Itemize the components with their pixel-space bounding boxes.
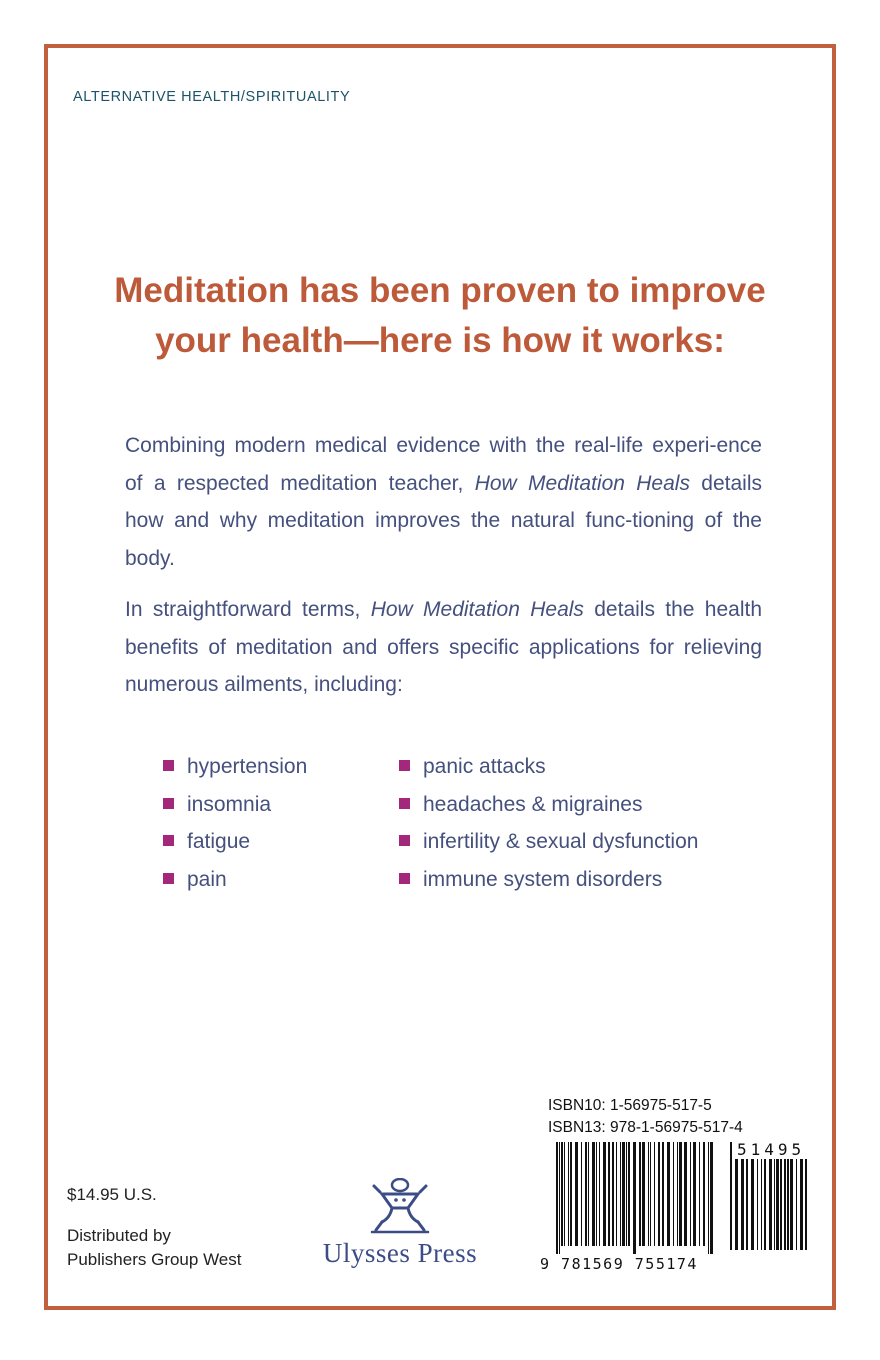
ailment-column-right: [399, 748, 698, 898]
description-paragraph-2: [125, 591, 762, 704]
barcode-bar: [561, 1142, 563, 1246]
ailment-label: insomnia: [187, 792, 272, 816]
barcode-bar: [592, 1142, 595, 1246]
square-bullet-icon: [163, 760, 174, 771]
list-item: [163, 861, 307, 899]
figure-logo-icon: [368, 1178, 432, 1236]
barcode-bar: [650, 1142, 651, 1246]
barcode-bar: [648, 1142, 649, 1246]
barcode-bar: [603, 1142, 606, 1246]
headline: [60, 266, 820, 366]
barcode-bar: [677, 1142, 678, 1246]
ean-barcode: [554, 1142, 714, 1254]
square-bullet-icon: [399, 760, 410, 771]
barcode-bar: [654, 1142, 655, 1246]
list-item: [399, 786, 698, 824]
square-bullet-icon: [163, 835, 174, 846]
ailment-label: pain: [187, 867, 227, 891]
publisher-logo: [300, 1178, 500, 1269]
paragraph-2-text-start: In straightforward terms,: [125, 598, 371, 621]
barcode-bar: [708, 1142, 709, 1254]
square-bullet-icon: [399, 798, 410, 809]
paragraph-1-text-end: details how and why meditation improves the natural func-tioning of the body.: [125, 471, 763, 570]
barcode-bar: [626, 1142, 627, 1246]
barcode-bar: [588, 1142, 589, 1246]
barcode-bar: [633, 1142, 636, 1254]
addon-barcode: [728, 1142, 810, 1258]
barcode-bar: [564, 1142, 565, 1246]
isbn-10: ISBN10: 1-56975-517-5: [548, 1097, 712, 1114]
barcode-bar: [662, 1142, 664, 1246]
distributor: [67, 1224, 241, 1272]
barcode-bar: [556, 1142, 558, 1254]
ailment-label: hypertension: [187, 755, 308, 778]
barcode-bar: [585, 1142, 587, 1246]
barcode-bar: [642, 1142, 645, 1246]
list-item: [163, 823, 307, 861]
ean-digits: 9 781569 755174: [540, 1255, 698, 1273]
ailment-label: infertility & sexual dysfunction: [423, 830, 699, 853]
barcode-bar: [599, 1142, 600, 1246]
barcode-bar: [710, 1142, 713, 1254]
list-item: [163, 748, 307, 786]
barcode-bar: [616, 1142, 617, 1246]
category-label: ALTERNATIVE HEALTH/SPIRITUALITY: [73, 89, 351, 105]
publisher-name: Ulysses Press: [322, 1238, 478, 1268]
barcode-bar: [679, 1142, 682, 1246]
list-item: [399, 861, 698, 899]
book-title: How Meditation Heals: [370, 598, 584, 621]
barcode-bar: [667, 1142, 670, 1246]
barcode-bar: [658, 1142, 660, 1246]
ailment-column-left: [163, 748, 307, 898]
square-bullet-icon: [163, 798, 174, 809]
barcode-bar: [684, 1142, 687, 1246]
barcode-bar: [690, 1142, 691, 1246]
barcode-bar: [628, 1142, 630, 1246]
list-item: [399, 748, 698, 786]
barcode-bar: [608, 1142, 610, 1246]
barcode-bar: [639, 1142, 641, 1246]
barcode-bar: [581, 1142, 582, 1246]
barcode-bar: [596, 1142, 597, 1246]
list-item: [163, 786, 307, 824]
paragraph-2-text-end: details the health benefits of meditation and offers specific applications for relieving numerous ailments, including:: [125, 598, 763, 696]
barcode-bar: [693, 1142, 696, 1246]
barcode-bar: [673, 1142, 674, 1246]
addon-digits: 51495: [737, 1140, 806, 1159]
ailment-label: fatigue: [187, 830, 251, 853]
isbn-13: ISBN13: 978-1-56975-517-4: [548, 1119, 743, 1136]
square-bullet-icon: [163, 873, 174, 884]
list-item: [399, 823, 698, 861]
description-paragraph-1: [125, 427, 762, 577]
square-bullet-icon: [399, 873, 410, 884]
barcode-bar: [575, 1142, 578, 1246]
barcode-bar: [620, 1142, 621, 1246]
barcode-bar: [730, 1142, 732, 1250]
paragraph-1-text-start: Combining modern medical evidence with the real-life experi-ence of a respected meditation teacher,: [125, 434, 762, 495]
square-bullet-icon: [399, 835, 410, 846]
ailment-label: headaches & migraines: [423, 792, 643, 816]
distributor-line-2: Publishers Group West: [67, 1250, 242, 1269]
ailment-label: immune system disorders: [423, 867, 663, 891]
barcode-bar: [570, 1142, 572, 1246]
barcode-bar: [699, 1142, 700, 1246]
barcode-bar: [622, 1142, 625, 1246]
barcode-bar: [612, 1142, 614, 1246]
book-title: How Meditation Heals: [474, 471, 690, 495]
distributor-line-1: Distributed by: [67, 1226, 171, 1245]
ailment-label: panic attacks: [423, 755, 546, 778]
barcode-bar: [703, 1142, 705, 1246]
barcode-bar: [568, 1142, 569, 1246]
headline-line-2: your health—here is how it works:: [155, 321, 725, 360]
headline-line-1: Meditation has been proven to improve: [114, 271, 766, 310]
price: $14.95 U.S.: [67, 1185, 157, 1204]
barcode-bar: [559, 1142, 560, 1254]
